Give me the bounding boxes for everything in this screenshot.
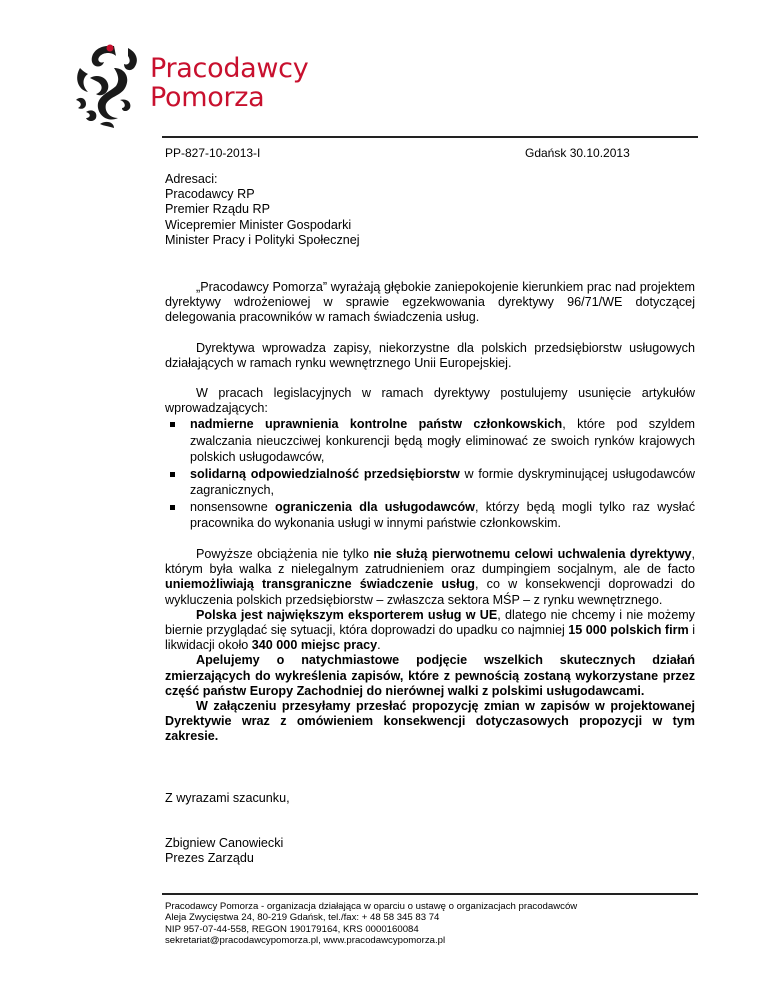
footer-rule (162, 893, 698, 895)
paragraph-exporter: Polska jest największym eksporterem usług w UE, dlatego nie chcemy i nie możemy biernie przyglądać się sytuacji, która doprowadzi do upadku co najmniej 15 000 polskich firm i likwidacji około 340 000 miejsc pracy. (165, 607, 696, 653)
signatory-title: Prezes Zarządu (165, 850, 254, 865)
brand-name (150, 54, 308, 112)
letter-body (165, 172, 695, 866)
bullet-emphasis: nadmierne uprawnienia kontrolne państw członkowskich (190, 417, 563, 432)
letter-date: Gdańsk 30.10.2013 (525, 146, 630, 160)
bullet-icon (170, 422, 175, 427)
addressees-label: Adresaci: (165, 172, 218, 186)
footer-line: Aleja Zwycięstwa 24, 80-219 Gdańsk, tel./fax: + 48 58 345 83 74 (165, 912, 440, 924)
bullet-icon (170, 472, 175, 477)
footer-line: NIP 957-07-44-558, REGON 190179164, KRS 0000160084 (165, 923, 419, 935)
addressee: Pracodawcy RP (165, 187, 255, 202)
list-item (165, 416, 695, 466)
addressee: Minister Pracy i Polityki Społecznej (165, 232, 360, 247)
bullet-text: w formie dyskryminującej usługodawców zagranicznych, (190, 466, 695, 498)
footer (165, 901, 685, 946)
bullet-text: , które pod szyldem zwalczania nieuczciwej konkurencji będą mogły eliminować ze swoich rynków krajowych polskich usługodawców, (190, 417, 695, 465)
griffin-logo-icon (70, 38, 148, 130)
paragraph-attachment: W załączeniu przesyłamy przesłać propozycję zmian w zapisów w projektowanej Dyrektywie wraz z omówieniem konsekwencji dotyczasowych propozycji w tym zakresie. (165, 698, 695, 744)
paragraph-concern: „Pracodawcy Pomorza” wyrażają głębokie zaniepokojenie kierunkiem prac nad projektem dyrektywy wdrożeniowej w sprawie egzekwowania dyrektywy 96/71/WE dotyczącej delegowania pracowników w ramach świadczenia usług. (165, 280, 695, 325)
signatory-name: Zbigniew Canowiecki (165, 835, 284, 850)
paragraph-burdens: Powyższe obciążenia nie tylko nie służą pierwotnemu celowi uchwalenia dyrektywy, którym była walka z nielegalnym zatrudnieniem oraz dumpingiem socjalnym, ale de facto uniemożliwiają transgraniczne świadczenie usług, co w konsekwencji doprowadzi do wykluczenia polskich przedsiębiorstw – zwłaszcza sektora MŚP – z rynku wewnętrznego. (165, 546, 695, 607)
list-item (165, 466, 695, 499)
logo (70, 38, 340, 138)
paragraph-postulate: W pracach legislacyjnych w ramach dyrektywy postulujemy usunięcie artykułów wprowadzających: (165, 386, 695, 416)
footer-contact: sekretariat@pracodawcypomorza.pl, www.pracodawcypomorza.pl (165, 934, 446, 946)
bullet-text: nonsensowne (190, 499, 275, 514)
footer-line: Pracodawcy Pomorza - organizacja działająca w oparciu o ustawę o organizacjach pracodawców (165, 901, 578, 912)
closing: Z wyrazami szacunku, (165, 790, 290, 805)
reference-number: PP-827-10-2013-I (165, 146, 261, 160)
signature (165, 836, 695, 866)
addressee: Wicepremier Minister Gospodarki (165, 217, 352, 232)
addressee: Premier Rządu RP (165, 202, 270, 217)
postulate-list (165, 416, 695, 532)
header-rule (162, 136, 698, 138)
brand-line-2: Pomorza (150, 82, 265, 113)
paragraph-directive: Dyrektywa wprowadza zapisy, niekorzystne dla polskich przedsiębiorstw usługowych działających w ramach rynku wewnętrznego Unii Europejskiej. (165, 340, 695, 370)
bullet-emphasis: ograniczenia dla usługodawców (275, 499, 475, 514)
bullet-text: , którzy będą mogli tylko raz wysłać pracownika do wykonania usługi w innymi państwie członkowskim. (190, 499, 695, 531)
paragraph-appeal: Apelujemy o natychmiastowe podjęcie wszelkich skutecznych działań zmierzających do wykreślenia zapisów, które z pewnością zostaną wykorzystane przez część państw Europy Zachodniej do nierównej walki z polskimi usługodawcami. (165, 653, 695, 698)
addressees (165, 172, 695, 248)
bullet-icon (170, 505, 175, 510)
brand-line-1: Pracodawcy (150, 53, 309, 84)
bullet-emphasis: solidarną odpowiedzialność przedsiębiorstw (190, 466, 460, 481)
list-item (165, 499, 695, 532)
